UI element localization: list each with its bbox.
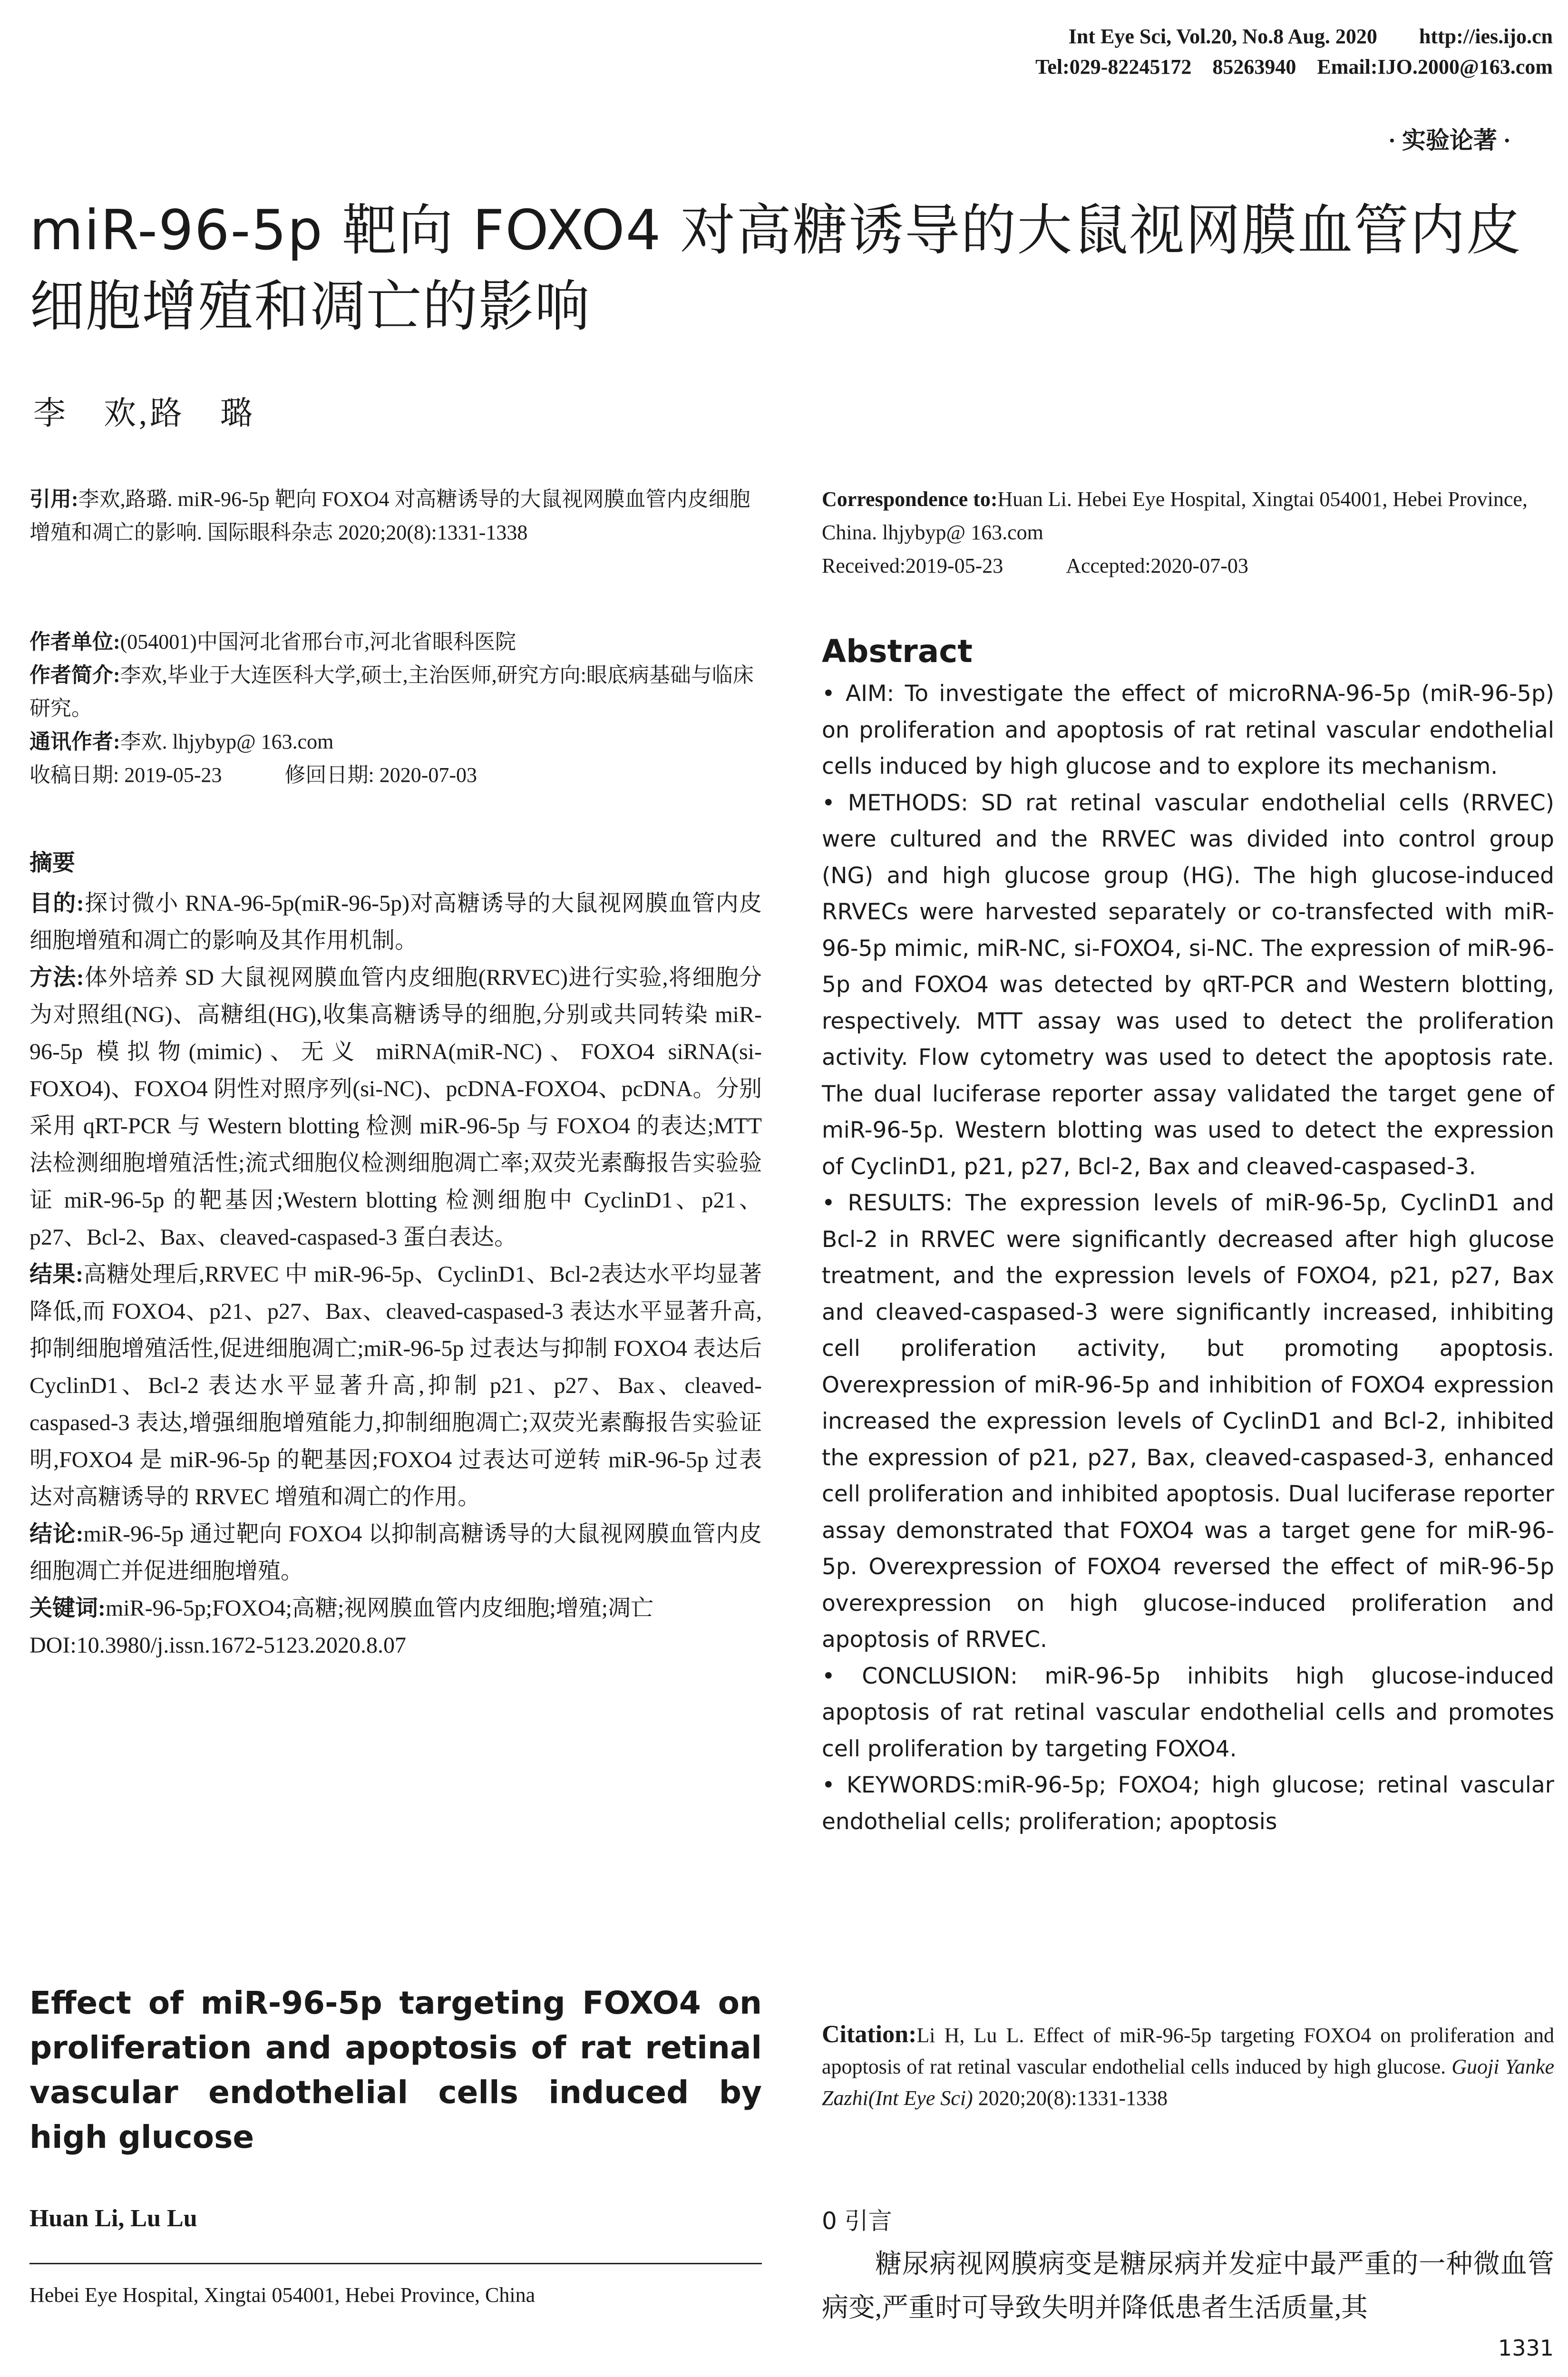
results-en-text: The expression levels of miR-96-5p, CyclinD1 and Bcl-2 in RRVEC were significantly decreased after high glucose treatment, and the expression levels of FOXO4, p21, p27, Bax and cleaved-caspased-3 were significantly increased, inhibiting cell proliferation activity, but promoting apoptosis. Overexpression of miR-96-5p and inhibition of FOXO4 expression increased the expression levels of CyclinD1 and Bcl-2, inhibited the expression of p21, p27, Bax, cleaved-caspased-3, enhanced cell proliferation and inhibited apoptosis. Dual luciferase reporter assay demonstrated that FOXO4 was a target gene for miR-96-5p. Overexpression of FOXO4 reversed the effect of miR-96-5p overexpression on high glucose-induced proliferation and apoptosis of RRVEC. <box>822 1190 1554 1653</box>
results-cn-text: 高糖处理后,RRVEC 中 miR-96-5p、CyclinD1、Bcl-2表达水平均显著降低,而 FOXO4、p21、p27、Bax、cleaved-caspased-3 表达水平显著升高,抑制细胞增殖活性,促进细胞凋亡;miR-96-5p 过表达与抑制 FOXO4 表达后 CyclinD1、Bcl-2 表达水平显著升高,抑制 p21、p27、Bax、cleaved-caspased-3 表达,增强细胞增殖能力,抑制细胞凋亡;双荧光素酶报告实验证明,FOXO4 是 miR-96-5p 的靶基因;FOXO4 过表达可逆转 miR-96-5p 过表达对高糖诱导的 RRVEC 增殖和凋亡的作用。 <box>29 1262 762 1510</box>
citation-en-text: Li H, Lu L. Effect of miR-96-5p targeting FOXO4 on proliferation and apoptosis of rat retinal vascular endothelial cells induced by high glucose. <box>822 2024 1554 2078</box>
doi: DOI:10.3980/j.issn.1672-5123.2020.8.07 <box>29 1633 406 1658</box>
unit-text: (054001)中国河北省邢台市,河北省眼科医院 <box>120 630 516 653</box>
journal-contact-line: Tel:029-82245172 85263940 Email:IJO.2000@163.com <box>1035 55 1553 78</box>
aim-en-label: • AIM: <box>822 681 895 707</box>
dates-cn: 收稿日期: 2019-05-23 修回日期: 2020-07-03 <box>29 763 477 787</box>
correspondence-text: Huan Li. Hebei Eye Hospital, Xingtai 054001, Hebei Province, China. lhjybyp@ 163.com <box>822 487 1528 544</box>
citation-en-label: Citation: <box>822 2021 917 2048</box>
abstract-cn-heading: 摘要 <box>29 849 76 876</box>
keywords-en-text: miR-96-5p; FOXO4; high glucose; retinal vascular endothelial cells; proliferation; apoptosis <box>822 1772 1554 1835</box>
journal-header <box>1035 21 1553 82</box>
citation-en-tail: 2020;20(8):1331-1338 <box>978 2086 1168 2110</box>
aim-en-text: To investigate the effect of microRNA-96-5p (miR-96-5p) on proliferation and apoptosis of rat retinal vascular endothelial cells induced by high glucose and to explore its mechanism. <box>822 681 1554 779</box>
received-accepted: Received:2019-05-23 Accepted:2020-07-03 <box>822 554 1248 577</box>
abstract-en-heading: Abstract <box>822 633 973 670</box>
conclusion-en-text: miR-96-5p inhibits high glucose-induced apoptosis of rat retinal vascular endothelial cells and promotes cell proliferation by targeting FOXO4. <box>822 1663 1554 1762</box>
introduction-heading: 0 引言 <box>822 2207 892 2235</box>
citation-cn-text: 李欢,路璐. miR-96-5p 靶向 FOXO4 对高糖诱导的大鼠视网膜血管内皮细胞增殖和凋亡的影响. 国际眼科杂志 2020;20(8):1331-1338 <box>29 487 750 544</box>
keywords-cn-label: 关键词: <box>29 1596 106 1621</box>
methods-en-text: SD rat retinal vascular endothelial cells (RRVEC) were cultured and the RRVEC was divided into control group (NG) and high glucose group (HG). The high glucose-induced RRVECs were harvested separately or co-transfected with miR-96-5p mimic, miR-NC, si-FOXO4, si-NC. The expression of miR-96-5p and FOXO4 was detected by qRT-PCR and Western blotting, respectively. MTT assay was used to detect the proliferation activity. Flow cytometry was used to detect the apoptosis rate. The dual luciferase reporter assay validated the target gene of miR-96-5p. Western blotting was used to detect the expression of CyclinD1, p21, p27, Bcl-2, Bax and cleaved-caspased-3. <box>822 789 1554 1180</box>
page-number: 1331 <box>1498 2335 1554 2361</box>
methods-cn-text: 体外培养 SD 大鼠视网膜血管内皮细胞(RRVEC)进行实验,将细胞分为对照组(NG)、高糖组(HG),收集高糖诱导的细胞,分别或共同转染 miR-96-5p 模拟物(mimic)、无义 miRNA(miR-NC)、FOXO4 siRNA(si-FOXO4)、FOXO4 阴性对照序列(si-NC)、pcDNA-FOXO4、pcDNA。分别采用 qRT-PCR 与 Western blotting 检测 miR-96-5p 与 FOXO4 的表达;MTT 法检测细胞增殖活性;流式细胞仪检测细胞凋亡率;双荧光素酶报告实验验证 miR-96-5p 的靶基因;Western blotting 检测细胞中 CyclinD1、p21、p27、Bcl-2、Bax、cleaved-caspased-3 蛋白表达。 <box>29 965 762 1250</box>
results-cn-label: 结果: <box>29 1262 84 1287</box>
corr-text: 李欢. lhjybyp@ 163.com <box>120 730 334 753</box>
conclusion-cn-label: 结论: <box>29 1521 84 1547</box>
keywords-en-label: • KEYWORDS: <box>822 1772 984 1798</box>
abstract-en <box>822 630 1554 1840</box>
article-title-en: Effect of miR-96-5p targeting FOXO4 on proliferation and apoptosis of rat retinal vascular endothelial cells induced by high glucose <box>29 1985 762 2155</box>
unit-label: 作者单位: <box>29 630 120 653</box>
corr-label: 通讯作者: <box>29 730 120 753</box>
citation-en-journal: Guoji Yanke Zazhi(Int Eye Sci) <box>822 2055 1554 2110</box>
citation-cn-label: 引用: <box>29 487 78 511</box>
journal-info-line: Int Eye Sci, Vol.20, No.8 Aug. 2020 http://ies.ijo.cn <box>1068 25 1553 48</box>
aim-cn-label: 目的: <box>29 891 84 916</box>
affiliation-en: Hebei Eye Hospital, Xingtai 054001, Hebei Province, China <box>29 2283 536 2307</box>
section-tag: · 实验论著 · <box>1388 127 1511 154</box>
methods-cn-label: 方法: <box>29 965 84 990</box>
introduction-text: 糖尿病视网膜病变是糖尿病并发症中最严重的一种微血管病变,严重时可导致失明并降低患者生活质量,其 <box>822 2250 1554 2323</box>
author-info <box>29 625 762 792</box>
correspondence <box>822 483 1554 583</box>
conclusion-cn-text: miR-96-5p 通过靶向 FOXO4 以抑制高糖诱导的大鼠视网膜血管内皮细胞凋亡并促进细胞增殖。 <box>29 1521 762 1584</box>
citation-cn <box>29 483 762 549</box>
keywords-cn-text: miR-96-5p;FOXO4;高糖;视网膜血管内皮细胞;增殖;凋亡 <box>106 1596 654 1621</box>
authors-cn: 李 欢,路 璐 <box>33 395 256 431</box>
abstract-cn <box>29 844 762 1664</box>
methods-en-label: • METHODS: <box>822 789 968 816</box>
results-en-label: • RESULTS: <box>822 1190 953 1216</box>
bio-label: 作者简介: <box>29 663 120 687</box>
bio-text: 李欢,毕业于大连医科大学,硕士,主治医师,研究方向:眼底病基础与临床研究。 <box>29 663 754 720</box>
aim-cn-text: 探讨微小 RNA-96-5p(miR-96-5p)对高糖诱导的大鼠视网膜血管内皮细胞增殖和凋亡的影响及其作用机制。 <box>29 891 762 953</box>
citation-en <box>822 2019 1554 2114</box>
authors-en: Huan Li, Lu Lu <box>29 2205 197 2232</box>
conclusion-en-label: • CONCLUSION: <box>822 1663 1018 1689</box>
divider-rule <box>29 2263 762 2264</box>
correspondence-label: Correspondence to: <box>822 487 998 511</box>
article-title-cn: miR-96-5p 靶向 FOXO4 对高糖诱导的大鼠视网膜血管内皮细胞增殖和凋亡的影响 <box>29 198 1522 339</box>
